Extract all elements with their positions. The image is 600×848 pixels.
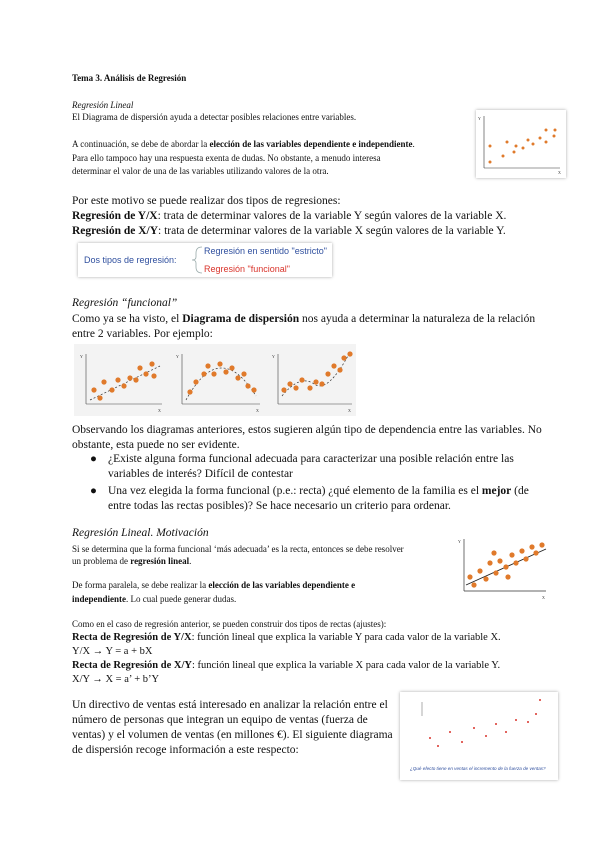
paragraph — [72, 555, 191, 568]
paragraph: Si se determina que la forma funcional ‘más adecuada’ es la recta, entonces se debe resolver — [72, 544, 404, 554]
paragraph — [72, 659, 500, 673]
y-axis-label: Y — [272, 354, 275, 359]
section-heading-motivacion: Regresión Lineal. Motivación — [72, 527, 209, 539]
text: Como ya se ha visto, el — [72, 313, 183, 325]
text: : trata de determinar valores de la variable X según valores de la variable Y. — [158, 225, 506, 237]
bold-text: Recta de Regresión de Y/X — [72, 632, 192, 643]
scatter-regression-figure — [456, 533, 552, 601]
y-axis-label: Y — [458, 539, 461, 544]
example-plots-svg — [74, 344, 356, 416]
x-axis-label: X — [542, 595, 545, 600]
paragraph — [72, 138, 415, 151]
bold-text: Diagrama de dispersión — [182, 313, 300, 325]
paragraph: El Diagrama de dispersión ayuda a detectar posibles relaciones entre variables. — [72, 112, 357, 122]
text: Una vez elegida la forma funcional (p.e.: recta) ¿qué elemento de la familia es el — [108, 485, 482, 497]
bracket-icon — [190, 245, 204, 275]
plot-cubic — [272, 351, 353, 413]
bold-text: elección de las variables dependiente e — [208, 580, 356, 590]
paragraph: número de personas que integran un equipo de ventas (fuerza de — [72, 714, 368, 726]
bold-text: regresión lineal — [130, 556, 190, 566]
text: nos ayuda a determinar la naturaleza de la relación — [299, 313, 536, 325]
list-item — [90, 452, 530, 482]
example-plots — [74, 344, 356, 416]
text: : función lineal que explica la variable X para cada valor de la variable Y. — [191, 660, 501, 671]
regression-types-figure — [78, 243, 332, 277]
paragraph — [72, 593, 236, 606]
bold-text: Regresión de Y/X — [72, 210, 158, 222]
formula-xy: X/Y → X = a’ + b’Y — [72, 674, 160, 685]
sales-scatter-svg — [400, 692, 558, 780]
x-axis-label: X — [558, 170, 561, 175]
figure-caption: ¿Qué efecto tiene en ventas el incremento de la fuerza de ventas? — [410, 766, 546, 771]
paragraph — [72, 312, 535, 327]
text: De forma paralela, se debe realizar la — [72, 580, 209, 590]
sales-scatter-figure — [400, 692, 558, 780]
list-item — [90, 484, 530, 514]
bold-text: Recta de Regresión de X/Y — [72, 660, 192, 671]
y-axis-label: Y — [478, 116, 481, 121]
paragraph — [72, 224, 506, 239]
paragraph: obstante, esta puede no ser evidente. — [72, 439, 240, 451]
scatter-figure-1 — [476, 110, 566, 178]
text: . — [412, 139, 415, 149]
x-axis-label: X — [158, 408, 161, 413]
section-heading-regresion-lineal: Regresión Lineal — [72, 100, 134, 110]
bold-text: elección de las variables dependiente e independiente — [209, 139, 413, 149]
bullet-icon: ● — [90, 453, 97, 465]
y-axis-label: Y — [176, 354, 179, 359]
bold-text: independiente — [72, 594, 127, 604]
text: (de — [511, 485, 529, 497]
paragraph: determinar el valor de una de las variables utilizando valores de la otra. — [72, 166, 329, 176]
text: entre todas las rectas posibles)? Se hace necesario un criterio para ordenar. — [108, 500, 451, 512]
plot-parabola — [176, 354, 260, 413]
type-functional: Regresión "funcional" — [204, 264, 290, 274]
plot-linear — [80, 354, 162, 413]
bold-text: Regresión de X/Y — [72, 225, 159, 237]
paragraph — [72, 579, 355, 592]
paragraph: ventas) y el volumen de ventas (en millones €). El siguiente diagrama — [72, 729, 393, 741]
text: . Lo cual puede generar dudas. — [126, 594, 237, 604]
scatter-plot-svg — [476, 110, 566, 178]
text: variables de interés? Difícil de contestar — [108, 468, 293, 480]
scatter-regression-svg — [456, 533, 552, 601]
bullet-icon: ● — [90, 485, 97, 497]
x-axis-label: X — [348, 408, 351, 413]
bold-text: mejor — [481, 485, 512, 497]
x-axis-label: X — [256, 408, 259, 413]
bullet-list — [90, 452, 530, 514]
types-label: Dos tipos de regresión: — [84, 255, 177, 265]
page-title: Tema 3. Análisis de Regresión — [72, 73, 187, 83]
paragraph: Como en el caso de regresión anterior, se pueden construir dos tipos de rectas (ajustes): — [72, 619, 387, 629]
text: : función lineal que explica la variable Y para cada valor de la variable X. — [191, 632, 501, 643]
text: ¿Existe alguna forma funcional adecuada para caracterizar una posible relación entre las — [108, 453, 514, 465]
formula-yx: Y/X → Y = a + bX — [72, 646, 153, 657]
paragraph — [72, 631, 501, 645]
text: . — [189, 556, 192, 566]
paragraph: Para ello tampoco hay una respuesta exenta de dudas. No obstante, a menudo interesa — [72, 153, 381, 163]
paragraph — [72, 209, 506, 224]
paragraph: de dispersión recoge información a este respecto: — [72, 744, 299, 756]
paragraph: Observando los diagramas anteriores, estos sugieren algún tipo de dependencia entre las variables. No — [72, 424, 542, 436]
text: un problema de — [72, 556, 131, 566]
section-heading-regresion-funcional: Regresión “funcional” — [72, 297, 178, 309]
text: A continuación, se debe de abordar la — [72, 139, 210, 149]
y-axis-label: Y — [80, 354, 83, 359]
type-strict: Regresión en sentido "estricto" — [204, 246, 327, 256]
paragraph: Un directivo de ventas está interesado en analizar la relación entre el — [72, 699, 388, 711]
paragraph: Por este motivo se puede realizar dos tipos de regresiones: — [72, 195, 341, 207]
paragraph: entre 2 variables. Por ejemplo: — [72, 328, 213, 340]
text: : trata de determinar valores de la variable Y según valores de la variable X. — [157, 210, 507, 222]
